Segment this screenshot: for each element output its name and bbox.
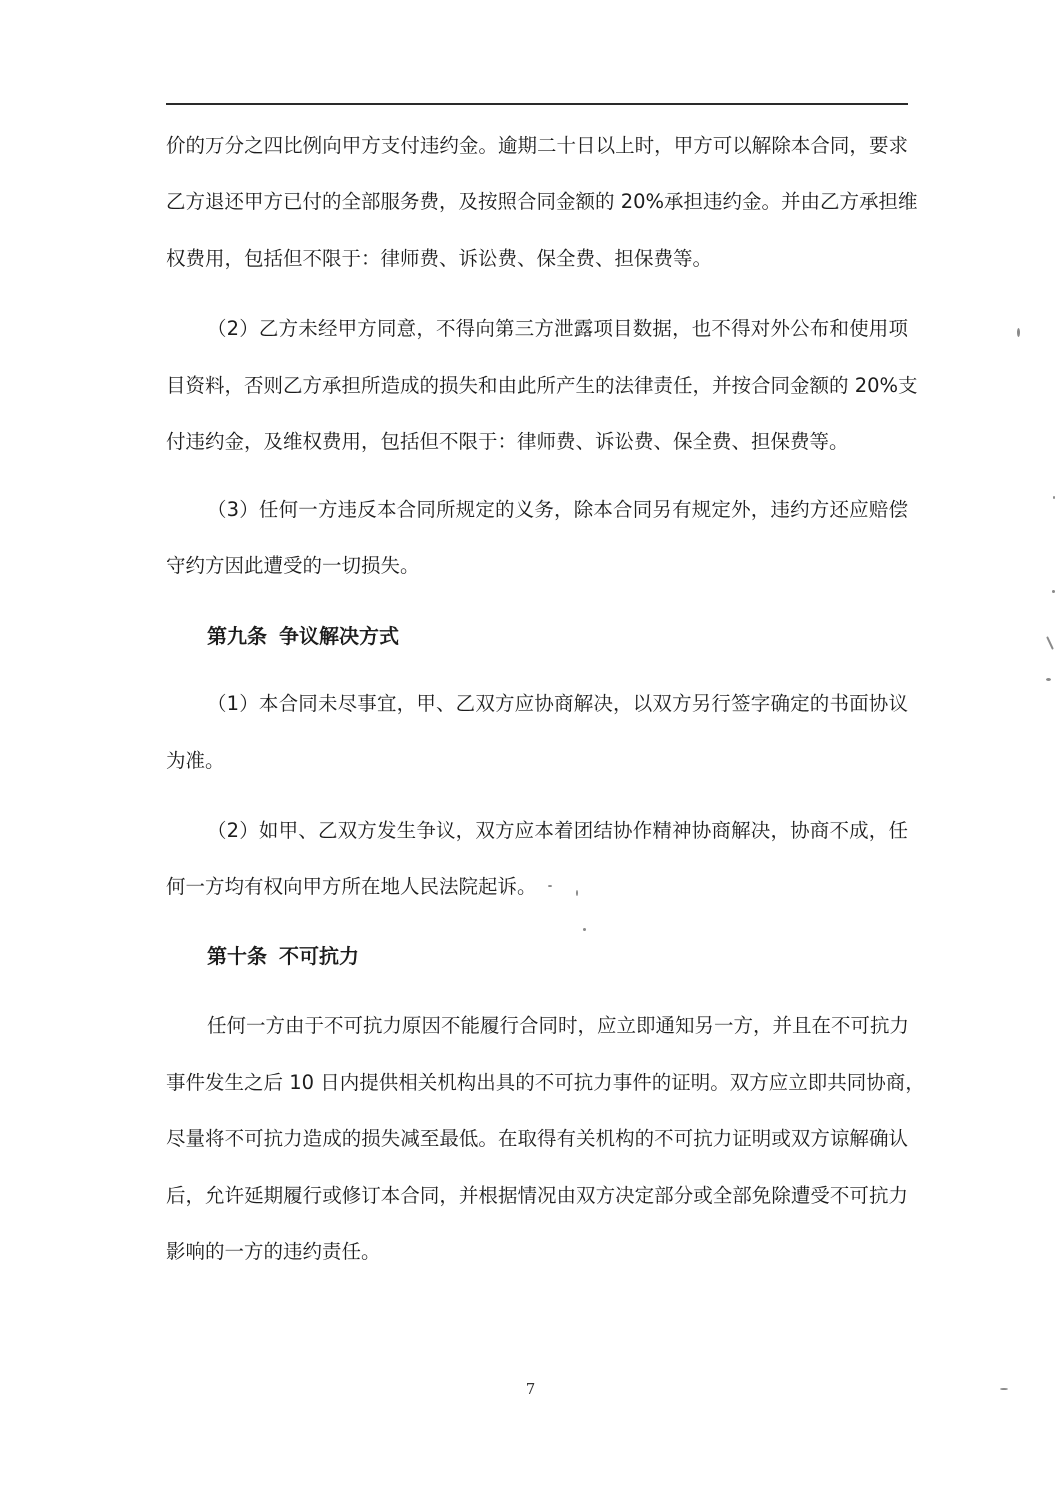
text-line: 为准。 [166, 749, 225, 772]
text-line: 后，允许延期履行或修订本合同，并根据情况由双方决定部分或全部免除遭受不可抗力 [166, 1184, 908, 1207]
text-line: （2）如甲、乙双方发生争议，双方应本着团结协作精神协商解决，协商不成，任 [207, 819, 908, 842]
text-line: 何一方均有权向甲方所在地人民法院起诉。 [166, 875, 537, 898]
article-heading [207, 623, 399, 649]
scan-speck [583, 928, 586, 931]
text-line: （1）本合同未尽事宜，甲、乙双方应协商解决，以双方另行签字确定的书面协议 [207, 692, 908, 715]
scan-speck [576, 890, 578, 896]
header-rule [166, 103, 908, 105]
article-title: 不可抗力 [279, 944, 359, 968]
scan-speck [1053, 496, 1055, 499]
text-line: 守约方因此遭受的一切损失。 [166, 554, 420, 577]
article-heading [207, 943, 359, 969]
scan-speck [1046, 678, 1051, 681]
text-line: 乙方退还甲方已付的全部服务费，及按照合同金额的 20%承担违约金。并由乙方承担维 [166, 190, 918, 213]
text-line: 价的万分之四比例向甲方支付违约金。逾期二十日以上时，甲方可以解除本合同，要求 [166, 134, 908, 157]
text-line: 尽量将不可抗力造成的损失减至最低。在取得有关机构的不可抗力证明或双方谅解确认 [166, 1127, 908, 1150]
scan-speck [1000, 1388, 1008, 1390]
text-line: 任何一方由于不可抗力原因不能履行合同时，应立即通知另一方，并且在不可抗力 [207, 1014, 910, 1037]
scan-speck [1017, 328, 1020, 337]
text-line: 权费用，包括但不限于：律师费、诉讼费、保全费、担保费等。 [166, 247, 713, 270]
scan-speck [1046, 636, 1054, 650]
scan-speck [548, 885, 552, 887]
text-line: （2）乙方未经甲方同意，不得向第三方泄露项目数据，也不得对外公布和使用项 [207, 317, 908, 340]
text-line: 目资料，否则乙方承担所造成的损失和由此所产生的法律责任，并按合同金额的 20%支 [166, 374, 918, 397]
article-number: 第十条 [207, 944, 267, 968]
text-line: 付违约金，及维权费用，包括但不限于：律师费、诉讼费、保全费、担保费等。 [166, 430, 849, 453]
article-number: 第九条 [207, 624, 267, 648]
text-line: 影响的一方的违约责任。 [166, 1240, 381, 1263]
page-number: 7 [525, 1380, 536, 1398]
article-title: 争议解决方式 [279, 624, 399, 648]
scan-speck [1052, 590, 1055, 593]
text-line: （3）任何一方违反本合同所规定的义务，除本合同另有规定外，违约方还应赔偿 [207, 498, 908, 521]
text-line: 事件发生之后 10 日内提供相关机构出具的不可抗力事件的证明。双方应立即共同协商， [166, 1071, 925, 1094]
